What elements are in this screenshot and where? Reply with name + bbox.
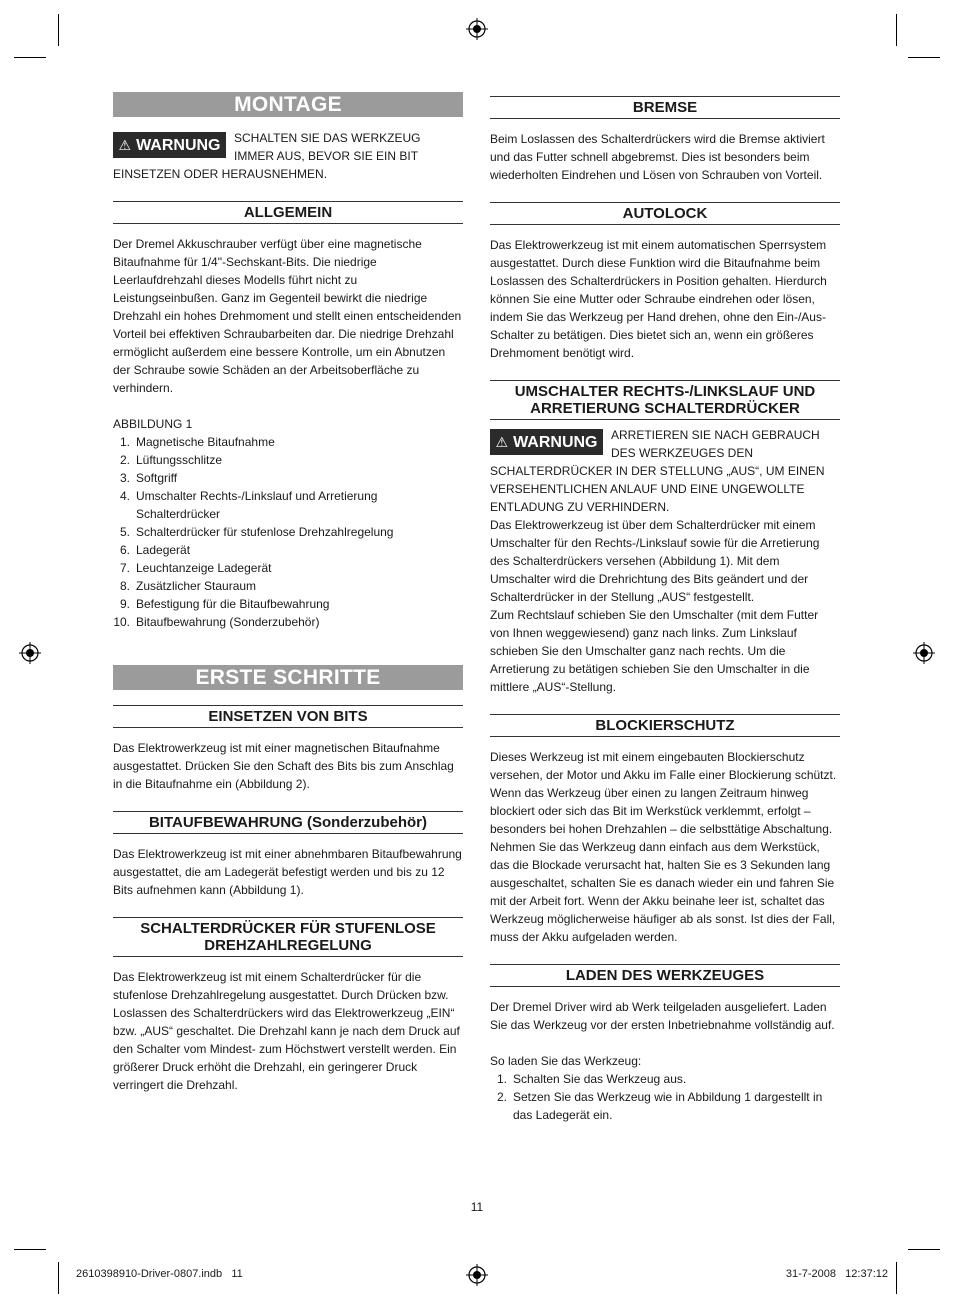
paragraph-schalterdruecker: Das Elektrowerkzeug ist mit einem Schalterdrücker für die stufenlose Drehzahlregelung ausgestattet. Durch Drücken bzw. Loslassen des Schalterdrückers wird das Elektrowerkzeug „EIN“ bzw. „AUS“ geschaltet. Die Drehzahl kann je nach dem Druck auf den Schalter vom Mindest- zum Höchstwert verstellt werden. Ein größerer Druck erhöht die Drehzahl, ein geringerer Druck verringert die Drehzahl.	[113, 970, 460, 1092]
list-item: 6. Ladegerät	[119, 543, 191, 557]
crop-mark	[58, 1262, 59, 1294]
footer-timestamp: 31-7-2008 12:37:12	[785, 1268, 888, 1280]
crop-mark	[14, 57, 46, 58]
figure-legend-list	[113, 433, 463, 631]
list-item: 2. Setzen Sie das Werkzeug wie in Abbildung 1 dargestellt in das Ladegerät ein.	[496, 1090, 823, 1122]
section-title-montage: MONTAGE	[113, 92, 463, 117]
figure-heading: ABBILDUNG 1	[113, 417, 193, 431]
charging-steps-list	[490, 1070, 840, 1124]
warning-text: SCHALTEN SIE DAS WERKZEUG IMMER AUS, BEVOR SIE EIN BIT EINSETZEN ODER HERAUSNEHMEN.	[113, 131, 421, 181]
registration-mark-icon	[913, 642, 935, 664]
list-item: 9. Befestigung für die Bitaufbewahrung	[119, 597, 330, 611]
warning-block	[113, 129, 463, 183]
paragraph-laden-intro: So laden Sie das Werkzeug:	[490, 1054, 642, 1068]
subheading-allgemein: ALLGEMEIN	[113, 201, 463, 224]
list-item: 4. Umschalter Rechts-/Linkslauf und Arretierung Schalterdrücker	[119, 489, 378, 521]
list-item: 7. Leuchtanzeige Ladegerät	[119, 561, 272, 575]
crop-mark	[58, 14, 59, 46]
right-column	[490, 96, 840, 1124]
registration-mark-icon	[466, 1264, 488, 1286]
subheading-umschalter: UMSCHALTER RECHTS-/LINKSLAUF UND ARRETIERUNG SCHALTERDRÜCKER	[490, 380, 840, 420]
paragraph-laden: Der Dremel Driver wird ab Werk teilgeladen ausgeliefert. Laden Sie das Werkzeug vor der ersten Inbetriebnahme vollständig auf.	[490, 1000, 835, 1032]
page-number: 11	[470, 1200, 484, 1214]
subheading-autolock: AUTOLOCK	[490, 202, 840, 225]
subheading-schalterdruecker: SCHALTERDRÜCKER FÜR STUFENLOSE DREHZAHLREGELUNG	[113, 917, 463, 957]
paragraph-autolock: Das Elektrowerkzeug ist mit einem automatischen Sperrsystem ausgestattet. Durch diese Funktion wird die Bitaufnahme beim Loslassen des Schalterdrückers in Position gehalten. Hierdurch können Sie eine Mutter oder Schraube eindrehen oder lösen, indem Sie das Werkzeug per Hand drehen, ohne den Ein-/Aus-Schalter zu betätigen. Dies bietet sich an, wenn ein größeres Drehmoment benötigt wird.	[490, 238, 827, 360]
registration-mark-icon	[19, 642, 41, 664]
paragraph-bremse: Beim Loslassen des Schalterdrückers wird die Bremse aktiviert und das Futter schnell abgebremst. Dies ist besonders beim wiederholten Eindrehen und Lösen von Schrauben von Vorteil.	[490, 132, 825, 182]
crop-mark	[908, 1249, 940, 1250]
paragraph-umschalter-2: Zum Rechtslauf schieben Sie den Umschalter (mit dem Futter von Ihnen weggewiesend) ganz nach links. Zum Linkslauf schieben Sie den Umschalter ganz nach rechts. Um die Arretierung zu betätigen schieben Sie den Umschalter in die mittlere „AUS“-Stellung.	[490, 608, 819, 694]
subheading-laden: LADEN DES WERKZEUGES	[490, 964, 840, 987]
list-item: 2. Lüftungsschlitze	[119, 453, 223, 467]
section-title-erste-schritte: ERSTE SCHRITTE	[113, 665, 463, 690]
warning-badge: ⚠ WARNUNG	[113, 132, 226, 158]
subheading-blockierschutz: BLOCKIERSCHUTZ	[490, 714, 840, 737]
paragraph-bitaufbewahrung: Das Elektrowerkzeug ist mit einer abnehmbaren Bitaufbewahrung ausgestattet, die am Ladegerät befestigt werden und bis zu 12 Bits aufnehmen kann (Abbildung 1).	[113, 847, 462, 897]
paragraph-umschalter-1: Das Elektrowerkzeug ist über dem Schalterdrücker mit einem Umschalter für den Rechts-/Linkslauf sowie für die Arretierung des Schalterdrückers versehen (Abbildung 1). Mit dem Umschalter wird die Drehrichtung des Bits geändert und der Schalterdrücker in der Stellung „AUS“ festgestellt.	[490, 518, 820, 604]
list-item: 3. Softgriff	[119, 471, 178, 485]
warning-block	[490, 426, 840, 516]
paragraph-allgemein: Der Dremel Akkuschrauber verfügt über eine magnetische Bitaufnahme für 1/4"-Sechskant-Bits. Die niedrige Leerlaufdrehzahl dieses Modells führt nicht zu Leistungseinbußen. Ganz im Gegenteil bewirkt die niedrige Drehzahl ein hohes Drehmoment und stellt einen entscheidenden Vorteil bei effektiven Schraubarbeiten dar. Die niedrige Drehzahl ermöglicht außerdem eine bessere Kontrolle, um ein Abnutzen der Schraube sowie Schäden an der Arbeitsoberfläche zu verhindern.	[113, 237, 462, 395]
list-item: 5. Schalterdrücker für stufenlose Drehzahlregelung	[119, 525, 394, 539]
paragraph-einsetzen: Das Elektrowerkzeug ist mit einer magnetischen Bitaufnahme ausgestattet. Drücken Sie den Schaft des Bits bis zum Anschlag in die Bitaufnahme ein (Abbildung 2).	[113, 741, 454, 791]
warning-triangle-icon: ⚠	[118, 137, 132, 153]
warning-badge: ⚠ WARNUNG	[490, 429, 603, 455]
subheading-einsetzen: EINSETZEN VON BITS	[113, 705, 463, 728]
list-item: 10. Bitaufbewahrung (Sonderzubehör)	[113, 615, 320, 629]
crop-mark	[896, 14, 897, 46]
warning-triangle-icon: ⚠	[495, 434, 509, 450]
left-column	[113, 92, 463, 1094]
warning-text: ARRETIEREN SIE NACH GEBRAUCH DES WERKZEUGES DEN SCHALTERDRÜCKER IN DER STELLUNG „AUS“, UM EINEN VERSEHENTLICHEN ANLAUF UND EINE UNGEWOLLTE ENTLADUNG ZU VERHINDERN.	[490, 428, 825, 514]
list-item: 1. Magnetische Bitaufnahme	[119, 435, 275, 449]
crop-mark	[896, 1262, 897, 1294]
subheading-bitaufbewahrung: BITAUFBEWAHRUNG (Sonderzubehör)	[113, 811, 463, 834]
crop-mark	[908, 57, 940, 58]
list-item: 1. Schalten Sie das Werkzeug aus.	[496, 1072, 687, 1086]
subheading-bremse: BREMSE	[490, 96, 840, 119]
crop-mark	[14, 1249, 46, 1250]
registration-mark-icon	[466, 18, 488, 40]
list-item: 8. Zusätzlicher Stauraum	[119, 579, 257, 593]
paragraph-blockierschutz: Dieses Werkzeug ist mit einem eingebauten Blockierschutz versehen, der Motor und Akku im Falle einer Blockierung schützt. Wenn das Werkzeug über einen zu langen Zeitraum hinweg blockiert oder sich das Bit im Werkstück verklemmt, erfolgt – besonders bei hohen Drehzahlen – die selbsttätige Abschaltung. Nehmen Sie das Werkzeug dann einfach aus dem Werkstück, das die Blockade verursacht hat, halten Sie es 3 Sekunden lang ausgeschaltet, schalten Sie es danach wieder ein und fahren Sie mit der Arbeit fort. Wenn der Akku beinahe leer ist, schaltet das Werkzeug möglicherweise häufiger ab als sonst. Ist dies der Fall, muss der Akku aufgeladen werden.	[490, 750, 837, 944]
footer-file-name: 2610398910-Driver-0807.indb 11	[76, 1268, 243, 1280]
